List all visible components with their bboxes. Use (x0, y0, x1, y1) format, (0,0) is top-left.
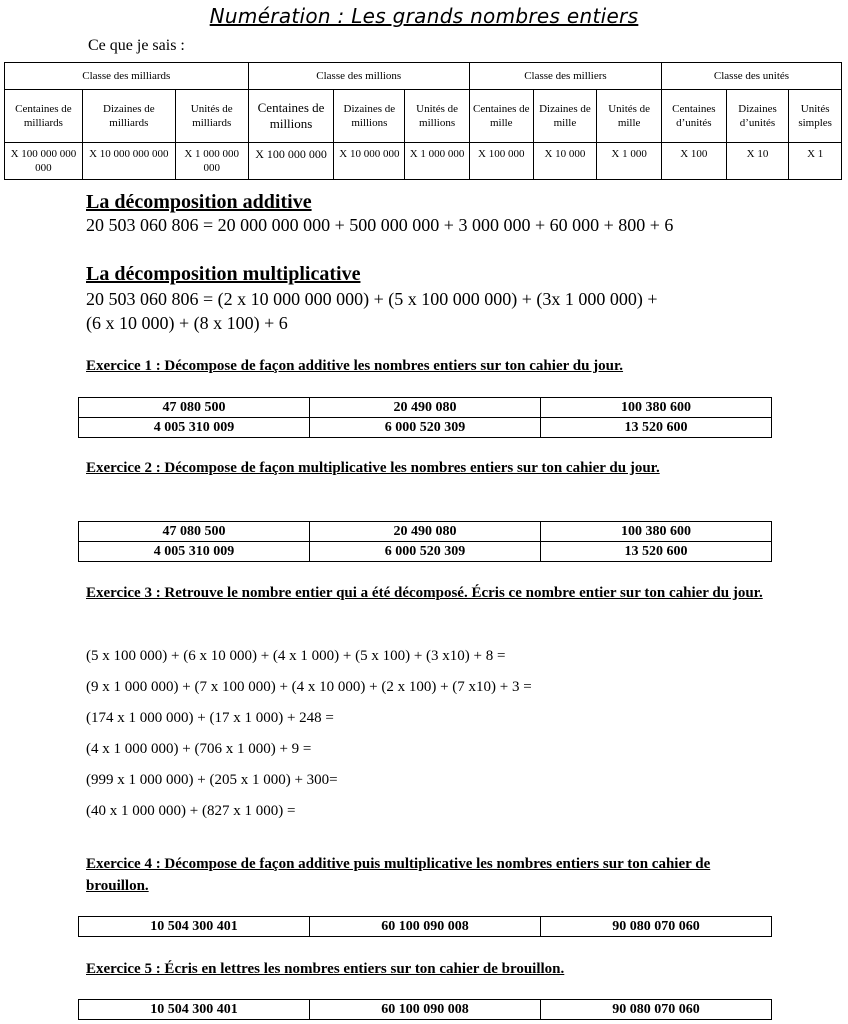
number-cell: 60 100 090 008 (310, 1000, 541, 1020)
exercise-5-table (78, 999, 772, 1020)
number-cell: 100 380 600 (541, 522, 772, 542)
column-header: Unités de mille (597, 90, 662, 143)
exercise-1-title: Exercice 1 : Décompose de façon additive les nombres entiers sur ton cahier du jour. (86, 358, 624, 374)
number-cell: 13 520 600 (541, 418, 772, 438)
page-title: Numération : Les grands nombres entiers (209, 4, 639, 28)
number-cell: 100 380 600 (541, 398, 772, 418)
multiplier-cell: X 10 000 000 000 (82, 143, 175, 180)
number-cell: 10 504 300 401 (79, 917, 310, 937)
multiplicative-heading: La décomposition multiplicative (86, 263, 361, 285)
intro-label: Ce que je sais : (88, 37, 185, 54)
additive-heading: La décomposition additive (86, 191, 312, 213)
column-header: Unités de milliards (175, 90, 248, 143)
class-header-unites: Classe des unités (661, 63, 841, 90)
number-cell: 4 005 310 009 (79, 418, 310, 438)
multiplier-cell: X 1 000 000 (405, 143, 470, 180)
number-cell: 90 080 070 060 (541, 1000, 772, 1020)
exercise-3-line: (4 x 1 000 000) + (706 x 1 000) + 9 = (86, 741, 312, 757)
class-header-milliers: Classe des milliers (469, 63, 661, 90)
multiplier-cell: X 10 (726, 143, 789, 180)
multiplier-cell: X 1 000 (597, 143, 662, 180)
exercise-3-title: Exercice 3 : Retrouve le nombre entier qui a été décomposé. Écris ce nombre entier sur ton cahier du jour. (86, 585, 763, 601)
multiplier-cell: X 1 (789, 143, 842, 180)
multiplier-cell: X 100 (661, 143, 726, 180)
column-header: Unités de millions (405, 90, 470, 143)
multiplier-cell: X 100 000 000 000 (5, 143, 83, 180)
class-header-milliards: Classe des milliards (5, 63, 249, 90)
exercise-3-line: (174 x 1 000 000) + (17 x 1 000) + 248 = (86, 710, 334, 726)
number-cell: 6 000 520 309 (310, 418, 541, 438)
exercise-4-table (78, 916, 772, 937)
column-header: Dizaines d’unités (726, 90, 789, 143)
exercise-4-title: Exercice 4 : Décompose de façon additive puis multiplicative les nombres entiers sur ton cahier de brouillon. (86, 856, 711, 894)
multiplier-cell: X 100 000 (469, 143, 533, 180)
multiplier-cell: X 10 000 000 (334, 143, 405, 180)
number-cell: 20 490 080 (310, 522, 541, 542)
exercise-3-line: (999 x 1 000 000) + (205 x 1 000) + 300= (86, 772, 338, 788)
column-header: Centaines de millions (248, 90, 334, 143)
number-cell: 47 080 500 (79, 522, 310, 542)
column-header: Unités simples (789, 90, 842, 143)
number-cell: 20 490 080 (310, 398, 541, 418)
multiplier-cell: X 100 000 000 (248, 143, 334, 180)
class-header-millions: Classe des millions (248, 63, 469, 90)
multiplier-cell: X 1 000 000 000 (175, 143, 248, 180)
number-cell: 4 005 310 009 (79, 542, 310, 562)
column-header: Centaines de mille (469, 90, 533, 143)
exercise-5-title: Exercice 5 : Écris en lettres les nombres entiers sur ton cahier de brouillon. (86, 961, 565, 977)
exercise-2-table (78, 521, 772, 562)
column-header: Dizaines de mille (533, 90, 597, 143)
multiplicative-example-line-2: (6 x 10 000) + (8 x 100) + 6 (86, 313, 288, 333)
column-header: Centaines de milliards (5, 90, 83, 143)
column-header: Dizaines de milliards (82, 90, 175, 143)
number-cell: 6 000 520 309 (310, 542, 541, 562)
number-cell: 47 080 500 (79, 398, 310, 418)
exercise-2-title: Exercice 2 : Décompose de façon multiplicative les nombres entiers sur ton cahier du jour. (86, 460, 660, 476)
multiplier-cell: X 10 000 (533, 143, 597, 180)
column-header: Centaines d’unités (661, 90, 726, 143)
additive-example: 20 503 060 806 = 20 000 000 000 + 500 000 000 + 3 000 000 + 60 000 + 800 + 6 (86, 215, 674, 235)
number-cell: 90 080 070 060 (541, 917, 772, 937)
exercise-1-table (78, 397, 772, 438)
exercise-3-line: (40 x 1 000 000) + (827 x 1 000) = (86, 803, 296, 819)
number-cell: 10 504 300 401 (79, 1000, 310, 1020)
column-header: Dizaines de millions (334, 90, 405, 143)
exercise-3-line: (5 x 100 000) + (6 x 10 000) + (4 x 1 000) + (5 x 100) + (3 x10) + 8 = (86, 648, 506, 664)
multiplicative-example-line-1: 20 503 060 806 = (2 x 10 000 000 000) + (5 x 100 000 000) + (3x 1 000 000) + (86, 289, 658, 309)
number-cell: 13 520 600 (541, 542, 772, 562)
exercise-3-line: (9 x 1 000 000) + (7 x 100 000) + (4 x 10 000) + (2 x 100) + (7 x10) + 3 = (86, 679, 532, 695)
number-cell: 60 100 090 008 (310, 917, 541, 937)
place-value-table (4, 62, 842, 180)
